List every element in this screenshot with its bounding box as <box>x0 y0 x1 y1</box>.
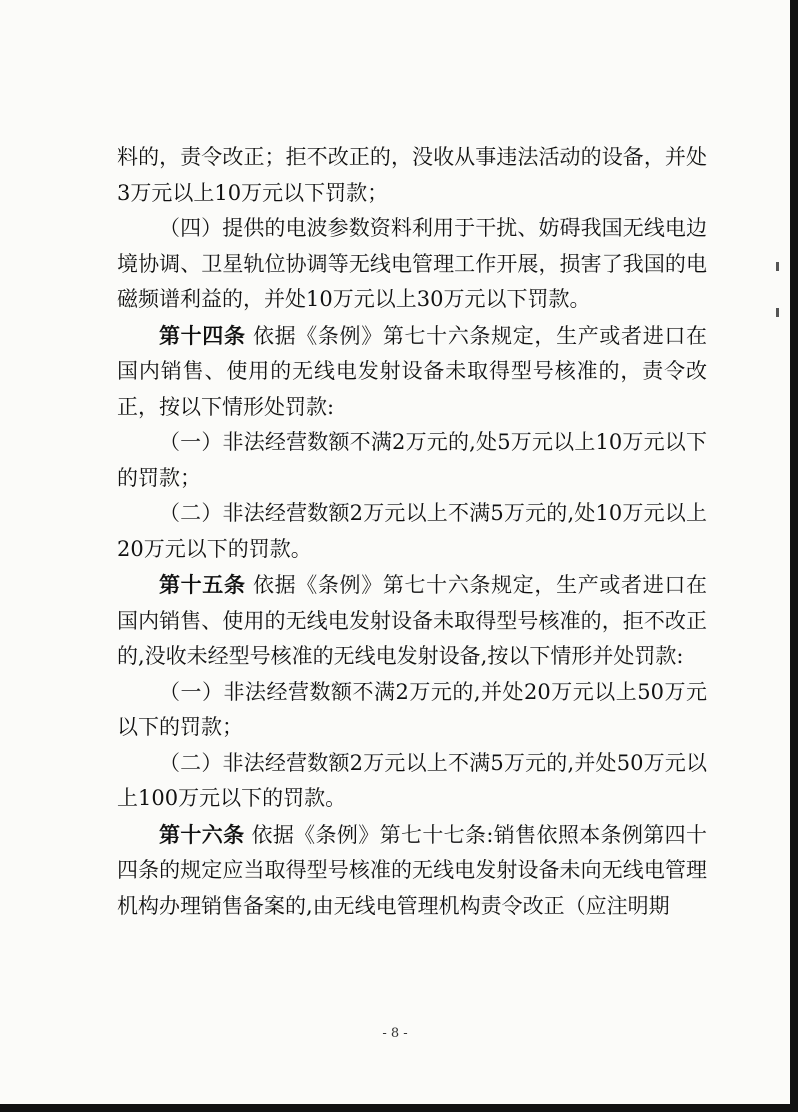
paragraph-2 <box>117 211 707 318</box>
article-15-text: 依据《条例》第七十六条规定，生产或者进口在国内销售、使用的无线电发射设备未取得型号核准的，拒不改正的,没收未经型号核准的无线电发射设备,按以下情形并处罚款: <box>117 573 708 668</box>
paragraph-1 <box>117 140 707 211</box>
article-15-item-2 <box>117 746 707 817</box>
article-15-heading: 第十五条 <box>159 572 246 597</box>
article-14-text: 依据《条例》第七十六条规定，生产或者进口在国内销售、使用的无线电发射设备未取得型号核准的，责令改正，按以下情形处罚款: <box>117 323 708 419</box>
article-15 <box>117 567 707 675</box>
article-14-heading: 第十四条 <box>159 322 246 348</box>
scan-mark <box>776 308 779 317</box>
scan-border-right <box>790 0 798 1112</box>
paragraph-2-text: （四）提供的电波参数资料利用于干扰、妨碍我国无线电边境协调、卫星轨位协调等无线电管理工作开展，损害了我国的电磁频谱利益的，并处10万元以上30万元以下罚款。 <box>117 216 707 311</box>
scan-border-bottom <box>0 1104 798 1112</box>
article-16 <box>117 817 707 925</box>
article-16-heading: 第十六条 <box>159 821 245 847</box>
article-14 <box>117 318 707 426</box>
document-body <box>117 140 707 924</box>
article-15-item-2-text: （二）非法经营数额2万元以上不满5万元的,并处50万元以上100万元以下的罚款。 <box>117 750 707 810</box>
article-14-item-1 <box>117 425 707 496</box>
paragraph-1-text: 料的，责令改正；拒不改正的，没收从事违法活动的设备，并处3万元以上10万元以下罚款； <box>117 145 707 205</box>
page-number: - 8 - <box>382 1026 408 1041</box>
article-15-item-1-text: （一）非法经营数额不满2万元的,并处20万元以上50万元以下的罚款； <box>117 679 707 739</box>
article-14-item-1-text: （一）非法经营数额不满2万元的,处5万元以上10万元以下的罚款； <box>117 430 707 490</box>
article-14-item-2 <box>117 496 707 567</box>
article-16-text: 依据《条例》第七十七条:销售依照本条例第四十四条的规定应当取得型号核准的无线电发射设备未向无线电管理机构办理销售备案的,由无线电管理机构责令改正（应注明期 <box>117 822 708 918</box>
article-15-item-1 <box>117 675 707 746</box>
scan-mark <box>776 262 779 271</box>
article-14-item-2-text: （二）非法经营数额2万元以上不满5万元的,处10万元以上20万元以下的罚款。 <box>117 501 707 561</box>
